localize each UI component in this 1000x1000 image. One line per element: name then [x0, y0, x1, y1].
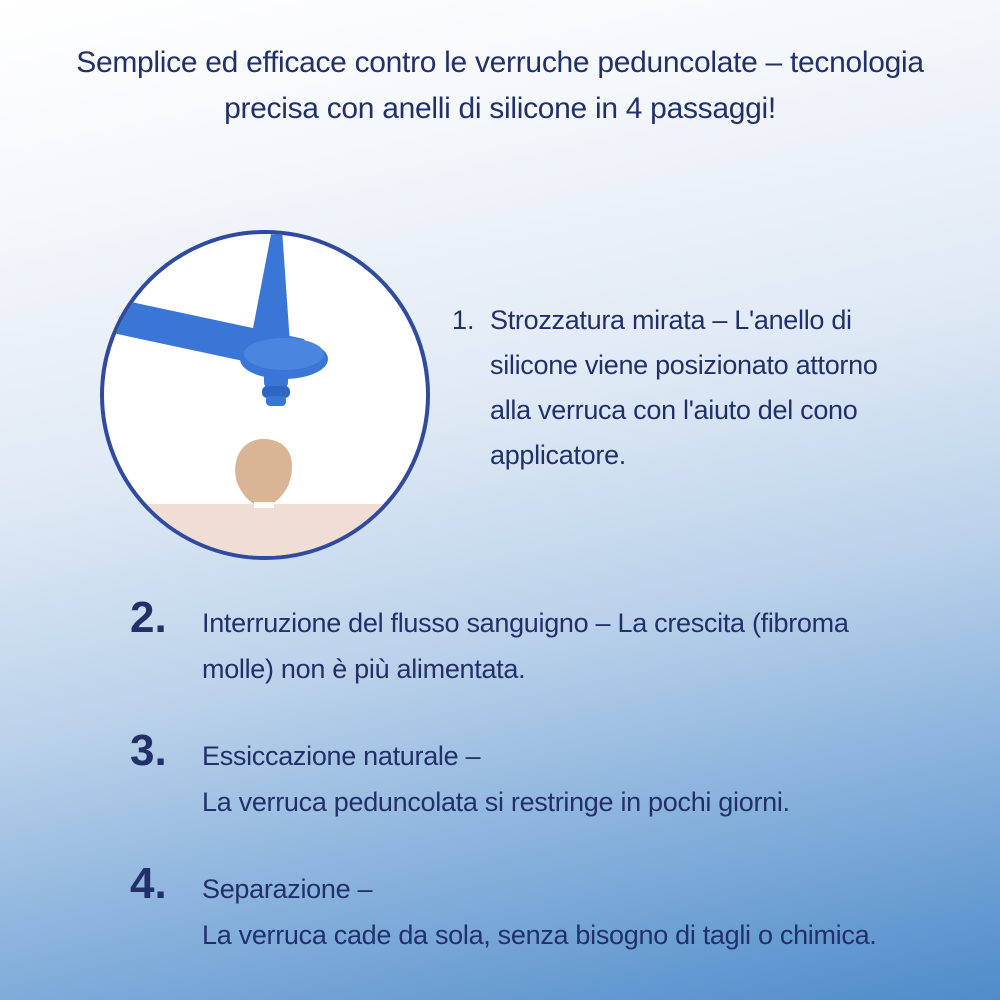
- step-2: [130, 593, 890, 692]
- step-4-title: Separazione –: [202, 874, 373, 904]
- step-4-number: 4.: [130, 859, 167, 908]
- wart-base: [254, 502, 274, 508]
- skin-surface: [104, 504, 426, 556]
- step-2-number: 2.: [130, 593, 167, 642]
- step-3-number: 3.: [130, 726, 167, 775]
- step-1: [452, 298, 922, 478]
- applicator-ring-highlight: [244, 338, 324, 370]
- step-1-text: Strozzatura mirata – L'anello di silicone viene posizionato attorno alla verruca con l'aiuto del cono applicatore.: [490, 305, 878, 470]
- step-2-description: molle) non è più alimentata.: [202, 654, 526, 684]
- step-3-title: Essiccazione naturale –: [202, 741, 481, 771]
- applicator-illustration: [100, 230, 430, 560]
- headline-line-2: precisa con anelli di silicone in 4 passaggi!: [224, 92, 776, 125]
- headline-line-1: Semplice ed efficace contro le verruche peduncolate – tecnologia: [76, 46, 924, 79]
- wart-shape: [235, 439, 292, 504]
- applicator-nozzle: [264, 372, 288, 388]
- step-1-number: 1.: [452, 305, 475, 335]
- applicator-illustration-svg: [104, 234, 426, 556]
- headline: [40, 40, 960, 132]
- step-4-description: La verruca cade da sola, senza bisogno di tagli o chimica.: [202, 920, 877, 950]
- applicator-cone: [250, 234, 290, 344]
- step-3: [130, 726, 890, 825]
- step-4: [130, 859, 890, 958]
- step-2-title: Interruzione del flusso sanguigno – La crescita (fibroma: [202, 608, 849, 638]
- silicone-ring: [266, 396, 286, 406]
- step-3-description: La verruca peduncolata si restringe in pochi giorni.: [202, 787, 790, 817]
